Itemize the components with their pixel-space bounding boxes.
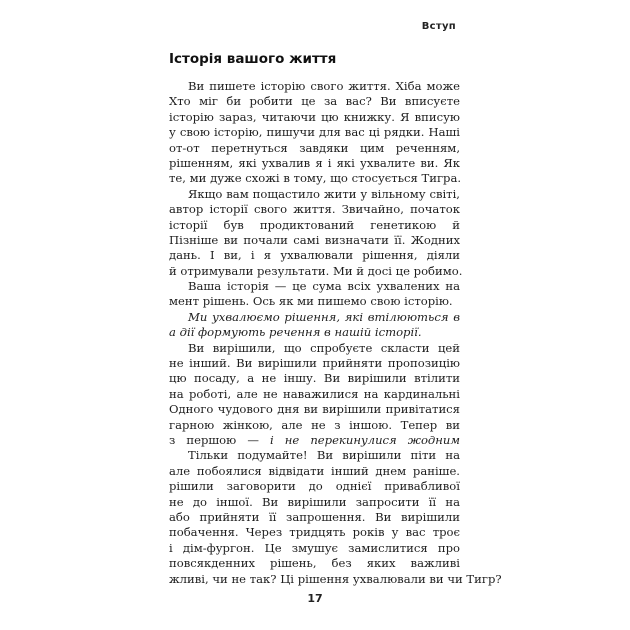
text-line-content: от-от перетнуться завдяки цим реченням,: [169, 140, 460, 155]
text-line-content: Ви вирішили, що спробуєте скласти цей: [188, 340, 460, 355]
text-line-content: побачення. Через тридцять років у вас троє: [169, 525, 460, 540]
text-line: [169, 387, 460, 402]
text-line-italic: і не перекинулися жодним: [269, 432, 460, 447]
text-line-content: мент рішень. Ось як ми пишемо свою історію.: [169, 294, 453, 309]
text-line-content: Пізніше ви почали самі визначати її. Жодних: [169, 232, 460, 247]
text-line-content: не інший. Ви вирішили прийняти пропозицію: [169, 356, 460, 371]
text-line-content: те, ми дуже схожі в тому, що стосується Тигра.: [169, 171, 462, 186]
text-line: [169, 525, 460, 540]
text-line: [169, 341, 460, 356]
text-line: [169, 233, 460, 248]
text-line: [169, 556, 460, 571]
text-line-content: Ви пишете історію свого життя. Хіба може: [188, 79, 460, 93]
text-line: [169, 479, 460, 494]
text-line-content: рішенням, які ухвалив я і які ухвалите ви. Як: [169, 155, 460, 170]
text-line-content: й отримували результати. Ми й досі це робимо.: [169, 263, 463, 278]
text-line: [169, 464, 460, 479]
text-line: [169, 402, 460, 417]
text-line: [169, 541, 460, 556]
text-line-content: Якщо вам пощастило жити у вільному світі,: [188, 186, 460, 201]
text-line-content: Одного чудового дня ви вирішили привітатися: [169, 402, 460, 417]
text-line-content: і дім-фургон. Це змушує замислитися про: [169, 540, 460, 555]
text-line: [169, 263, 463, 279]
text-line-content: у свою історію, пишучи для вас ці рядки. Наші: [169, 125, 460, 140]
text-line-content: історію зараз, читаючи цю книжку. Я вписую: [169, 109, 460, 124]
text-line-content: рішили заговорити до однієї привабливої: [169, 479, 460, 494]
text-line-content: історії був продиктований генетикою й: [169, 217, 460, 232]
text-line-content: жливі, чи не так? Ці рішення ухвалювали ви чи Тигр?: [169, 571, 502, 586]
text-line: [169, 310, 460, 325]
text-line-content: Ваша історія — це сума всіх ухвалених на: [188, 279, 460, 294]
text-line-content: автор історії свого життя. Звичайно, початок: [169, 202, 460, 217]
text-line: [169, 325, 460, 340]
text-line: [169, 279, 460, 294]
text-line: [169, 356, 460, 371]
text-line-content: Ми ухвалюємо рішення, які втілюються в: [188, 309, 460, 324]
text-line: [169, 495, 460, 510]
text-line: [169, 433, 460, 448]
text-line-content: або прийняти її запрошення. Ви вирішили: [169, 509, 460, 524]
text-line-content: а дії формують речення в нашій історії.: [169, 325, 422, 340]
text-line-content: гарною жінкою, але не з іншою. Тепер ви: [169, 417, 460, 432]
text-line-content: дань. І ви, і я ухвалювали рішення, діяли: [169, 248, 460, 263]
body-text: [169, 79, 502, 587]
text-line: [169, 510, 460, 525]
text-line: [169, 125, 460, 140]
text-line: [169, 218, 460, 233]
text-line-content: повсякденних рішень, без яких важливі: [169, 556, 460, 571]
text-line: [169, 171, 460, 186]
text-line-content: але побоялися відвідати інший днем раніше.: [169, 463, 460, 478]
section-title: Історія вашого життя: [169, 51, 337, 67]
text-line: [169, 448, 460, 463]
text-line-content: Хто міг би робити це за вас? Ви вписуєте: [169, 94, 460, 109]
text-line: [169, 202, 460, 217]
page-number: 17: [307, 592, 323, 605]
text-line-content: з першою —: [169, 432, 270, 447]
text-line: [169, 418, 460, 433]
running-head: Вступ: [421, 21, 456, 32]
text-line: [169, 110, 460, 125]
text-line-content: Тільки подумайте! Ви вирішили піти на: [188, 448, 460, 463]
text-line-content: на роботі, але не наважилися на кардинальні: [169, 386, 460, 401]
text-line-content: цю посаду, а не іншу. Ви вирішили втілити: [169, 371, 460, 386]
text-line: [169, 187, 460, 202]
text-line: [169, 571, 502, 587]
text-line: [169, 294, 460, 309]
text-line: [169, 371, 460, 386]
text-line: [169, 248, 460, 263]
text-line: [169, 79, 460, 94]
text-line: [169, 94, 460, 109]
text-line-content: не до іншої. Ви вирішили запросити її на: [169, 494, 460, 509]
text-line: [169, 156, 460, 171]
text-line: [169, 141, 460, 156]
